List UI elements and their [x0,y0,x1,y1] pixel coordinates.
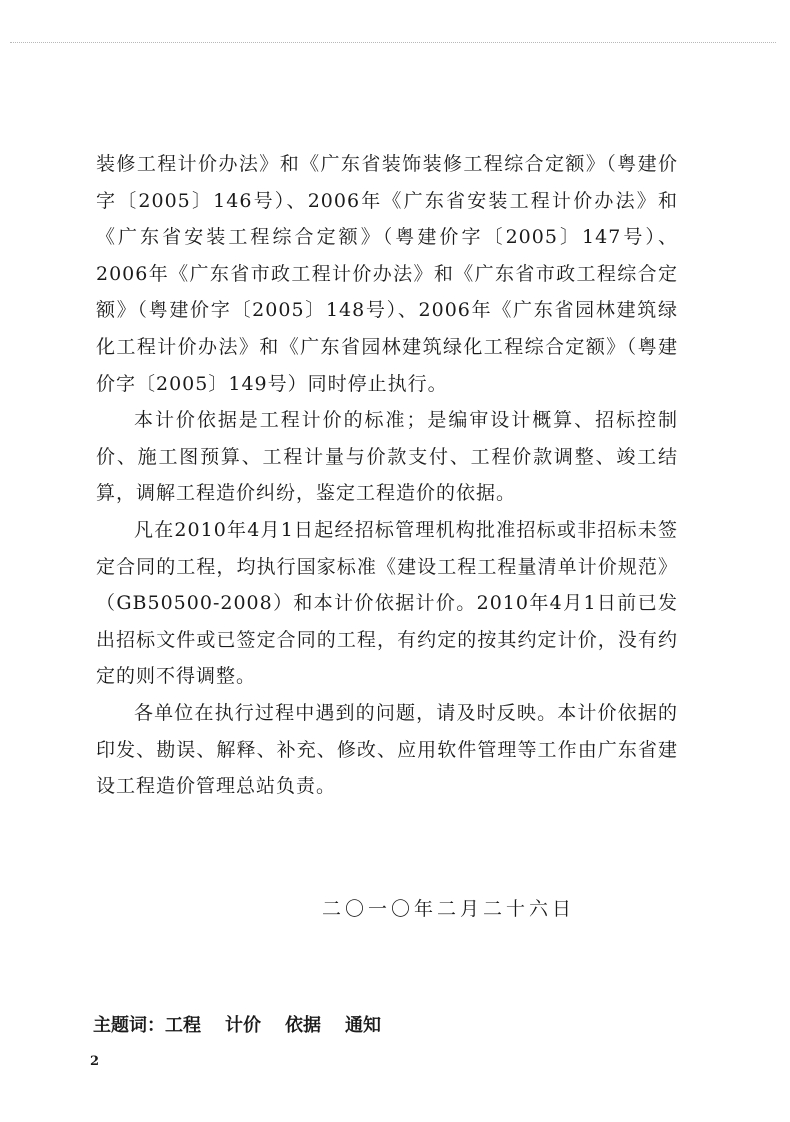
subject-keywords [93,1011,405,1037]
top-dotted-rule [10,42,776,43]
keywords-label: 主题词： [93,1015,165,1036]
keyword-item: 工程 [165,1015,201,1036]
issue-date: 二〇一〇年二月二十六日 [322,898,576,920]
keyword-item: 通知 [345,1015,381,1036]
paragraph-continued: 装修工程计价办法》和《广东省装饰装修工程综合定额》（粤建价字〔2005〕146号）、2006年《广东省安装工程计价办法》和《广东省安装工程综合定额》（粤建价字〔2005〕147号）、2006年《广东省市政工程计价办法》和《广东省市政工程综合定额》（粤建价字〔2005〕148号）、2006年《广东省园林建筑绿化工程计价办法》和《广东省园林建筑绿化工程综合定额》（粤建价字〔2005〕149号）同时停止执行。 [96,153,678,395]
paragraph-feedback: 各单位在执行过程中遇到的问题，请及时反映。本计价依据的印发、勘误、解释、补充、修改、应用软件管理等工作由广东省建设工程造价管理总站负责。 [96,701,678,798]
paragraph-pricing-standard: 本计价依据是工程计价的标准；是编审设计概算、招标控制价、施工图预算、工程计量与价款支付、工程价款调整、竣工结算，调解工程造价纠纷，鉴定工程造价的依据。 [96,409,678,505]
keyword-item: 依据 [285,1015,321,1036]
page-number: 2 [90,1054,100,1069]
paragraph-effective-date: 凡在2010年4月1日起经招标管理机构批准招标或非招标未签定合同的工程，均执行国家标准《建设工程工程量清单计价规范》（GB50500-2008）和本计价依据计价。2010年4月1日前已发出招标文件或已签定合同的工程，有约定的按其约定计价，没有约定的则不得调整。 [96,518,678,688]
document-body [96,146,678,805]
keyword-item: 计价 [225,1015,261,1036]
